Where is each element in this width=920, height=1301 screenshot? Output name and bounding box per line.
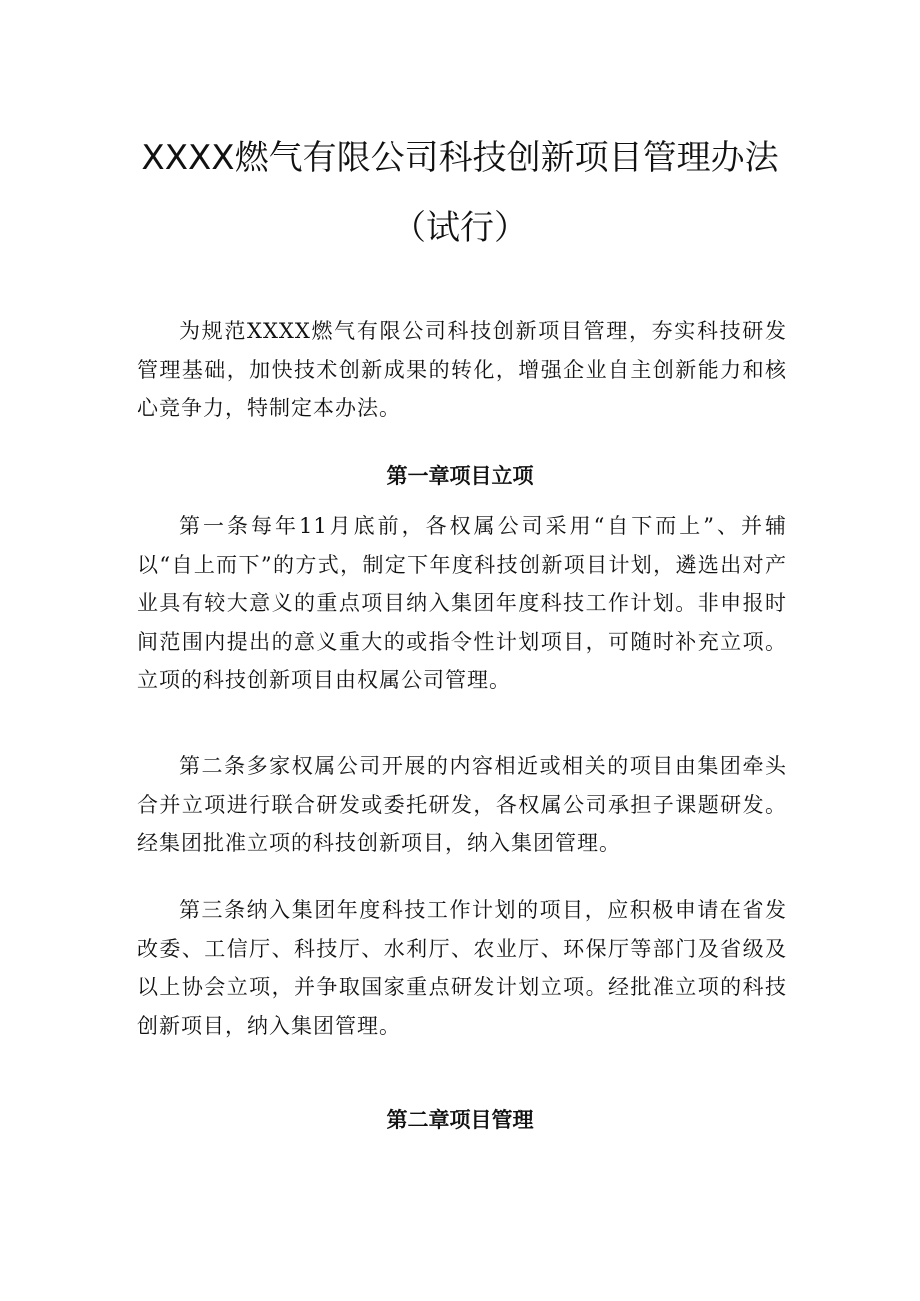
document-subtitle: （试行） (392, 208, 528, 248)
article-3-paragraph: 第三条纳入集团年度科技工作计划的项目，应积极申请在省发改委、工信厅、科技厅、水利厅、农业厅、环保厅等部门及省级及以上协会立项，并争取国家重点研发计划立项。经批准立项的科技创新项目，纳入集团管理。 (137, 898, 787, 1038)
chapter-1-heading: 第一章项目立项 (386, 464, 534, 488)
intro-paragraph: 为规范XXXX燃气有限公司科技创新项目管理，夯实科技研发管理基础，加快技术创新成果的转化，增强企业自主创新能力和核心竞争力，特制定本办法。 (137, 319, 787, 420)
article-1-paragraph: 第一条每年11月底前，各权属公司采用“自下而上”、并辅以“自上而下”的方式，制定下年度科技创新项目计划，遴选出对产业具有较大意义的重点项目纳入集团年度科技工作计划。非申报时间范围内提出的意义重大的或指令性计划项目，可随时补充立项。立项的科技创新项目由权属公司管理。 (137, 514, 787, 692)
chapter-2-heading: 第二章项目管理 (386, 1108, 534, 1132)
document-title: XXXX燃气有限公司科技创新项目管理办法 (141, 138, 779, 178)
article-2-paragraph: 第二条多家权属公司开展的内容相近或相关的项目由集团牵头合并立项进行联合研发或委托研发，各权属公司承担子课题研发。经集团批准立项的科技创新项目，纳入集团管理。 (137, 754, 787, 855)
